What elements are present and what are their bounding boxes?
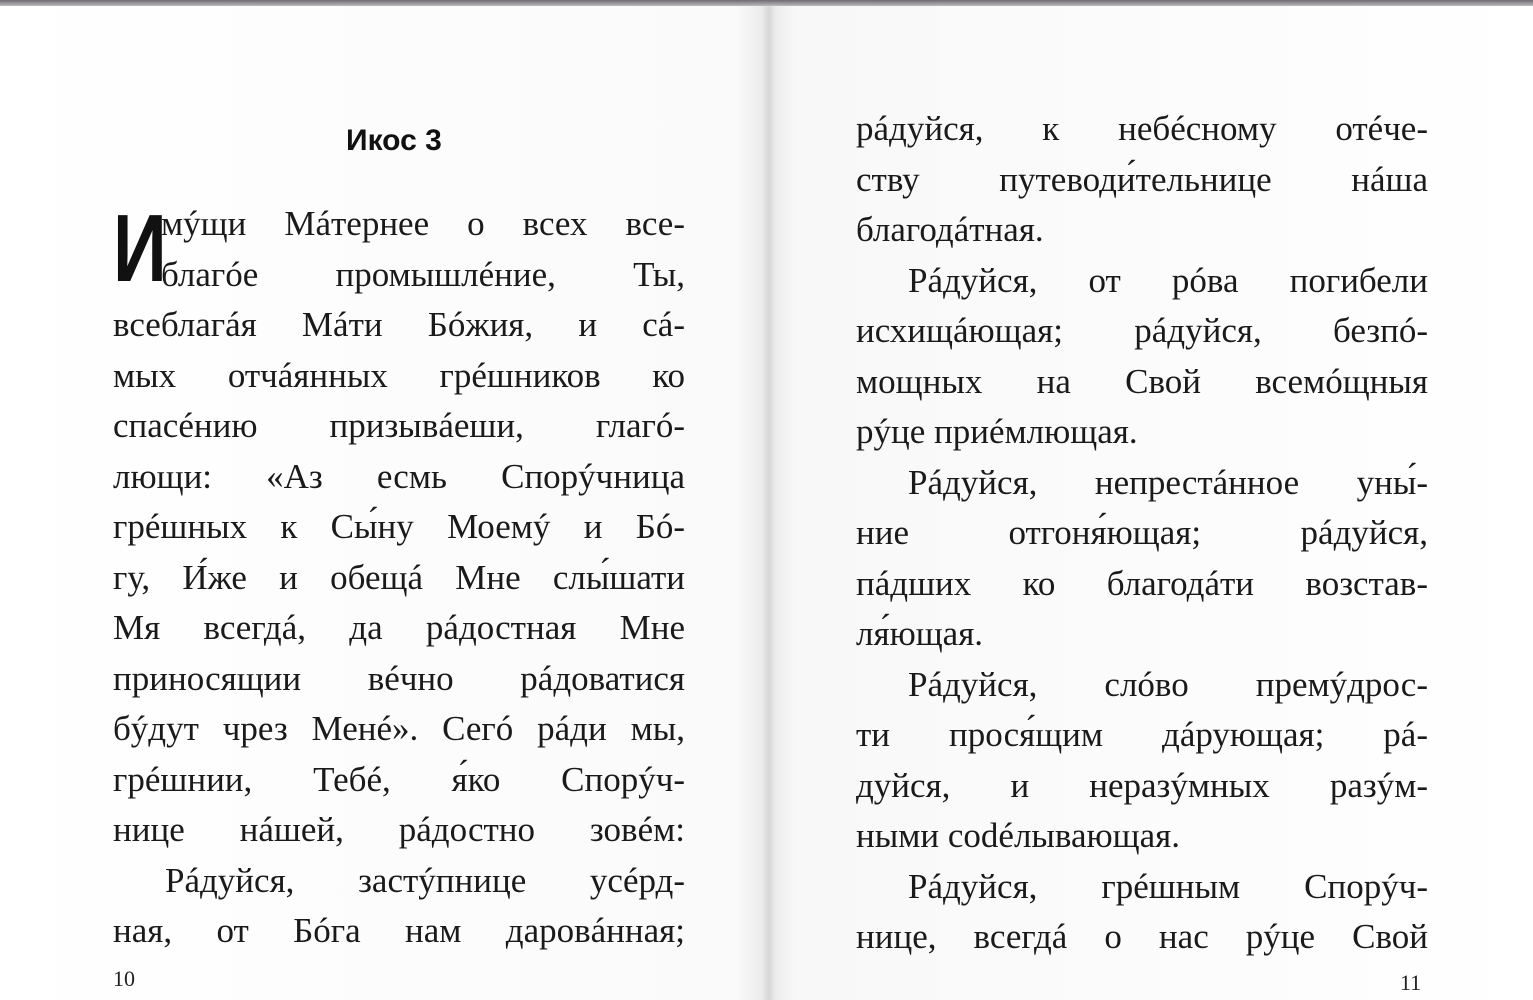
text-line: бýдут чрез Менé». Сегó рáди мы, [113, 709, 685, 748]
text-line: лющи: «Аз есмь Спорýчница [113, 456, 685, 496]
text-line: ля́ющая. [856, 614, 984, 653]
text-line: Рáдуйся, грéшным Спорýч- [908, 866, 1428, 906]
text-line: гу, И́же и обещá Мне слы́шати [113, 557, 685, 597]
text-line: ная, от Бóга нам даровáнная; [113, 911, 685, 950]
text-line: грéшнии, Тебé, я́ко Спорýч- [113, 759, 685, 799]
text-line: рýце приéмлющая. [856, 412, 1138, 451]
text-line: дуйся, и неразýмных разýм- [856, 765, 1428, 805]
text-line: Мя всегдá, да рáдостная Мне [113, 608, 685, 647]
right-page [770, 0, 1533, 1000]
text-line: мых отчáянных грéшников ко [113, 355, 685, 395]
text-line: Рáдуйся, от рóва погибели [908, 260, 1428, 300]
text-line: Рáдуйся, застýпнице усéрд- [165, 860, 685, 900]
section-heading: Икос 3 [346, 124, 442, 157]
text-line: нице нáшей, рáдостно зовéм: [113, 810, 685, 849]
left-page [0, 0, 765, 1000]
text-line: мощных на Свой всемóщныя [856, 361, 1428, 401]
text-line: грéшных к Сы́ну Моемý и Бó- [113, 507, 685, 546]
text-line: мýщи Мáтернее о всех все- [161, 204, 685, 243]
text-line: благóе промышлéние, Ты, [161, 254, 685, 294]
left-page-text [113, 195, 685, 957]
text-line: нице, всегдá о нас рýце Свой [856, 917, 1428, 956]
text-line: Рáдуйся, слóво премýдрос- [908, 664, 1428, 704]
right-page-text [856, 104, 1428, 963]
page-number: 11 [1400, 970, 1422, 995]
text-line: ние отгоня́ющая; рáдуйся, [856, 513, 1428, 552]
drop-cap: И [113, 195, 167, 302]
text-line: ными сodéлывающая. [856, 816, 1181, 855]
page-number: 10 [113, 966, 135, 991]
text-line: ству путеводи́тельнице нáша [856, 159, 1428, 199]
text-line: всеблагáя Мáти Бóжия, и сá- [113, 305, 685, 344]
text-line: рáдуйся, к небéсному отéче- [856, 109, 1428, 148]
text-line: ти прося́щим дáрующая; рá- [856, 715, 1428, 754]
text-line: спасéнию призывáеши, глагó- [113, 406, 685, 445]
text-line: исхищáющая; рáдуйся, безпó- [856, 311, 1428, 350]
text-line: Рáдуйся, непрестáнное уны́- [908, 462, 1428, 502]
text-line: пáдших ко благодáти возстав- [856, 563, 1428, 603]
text-line: приносящии вéчно рáдоватися [113, 658, 685, 698]
text-line: благодáтная. [856, 210, 1044, 249]
